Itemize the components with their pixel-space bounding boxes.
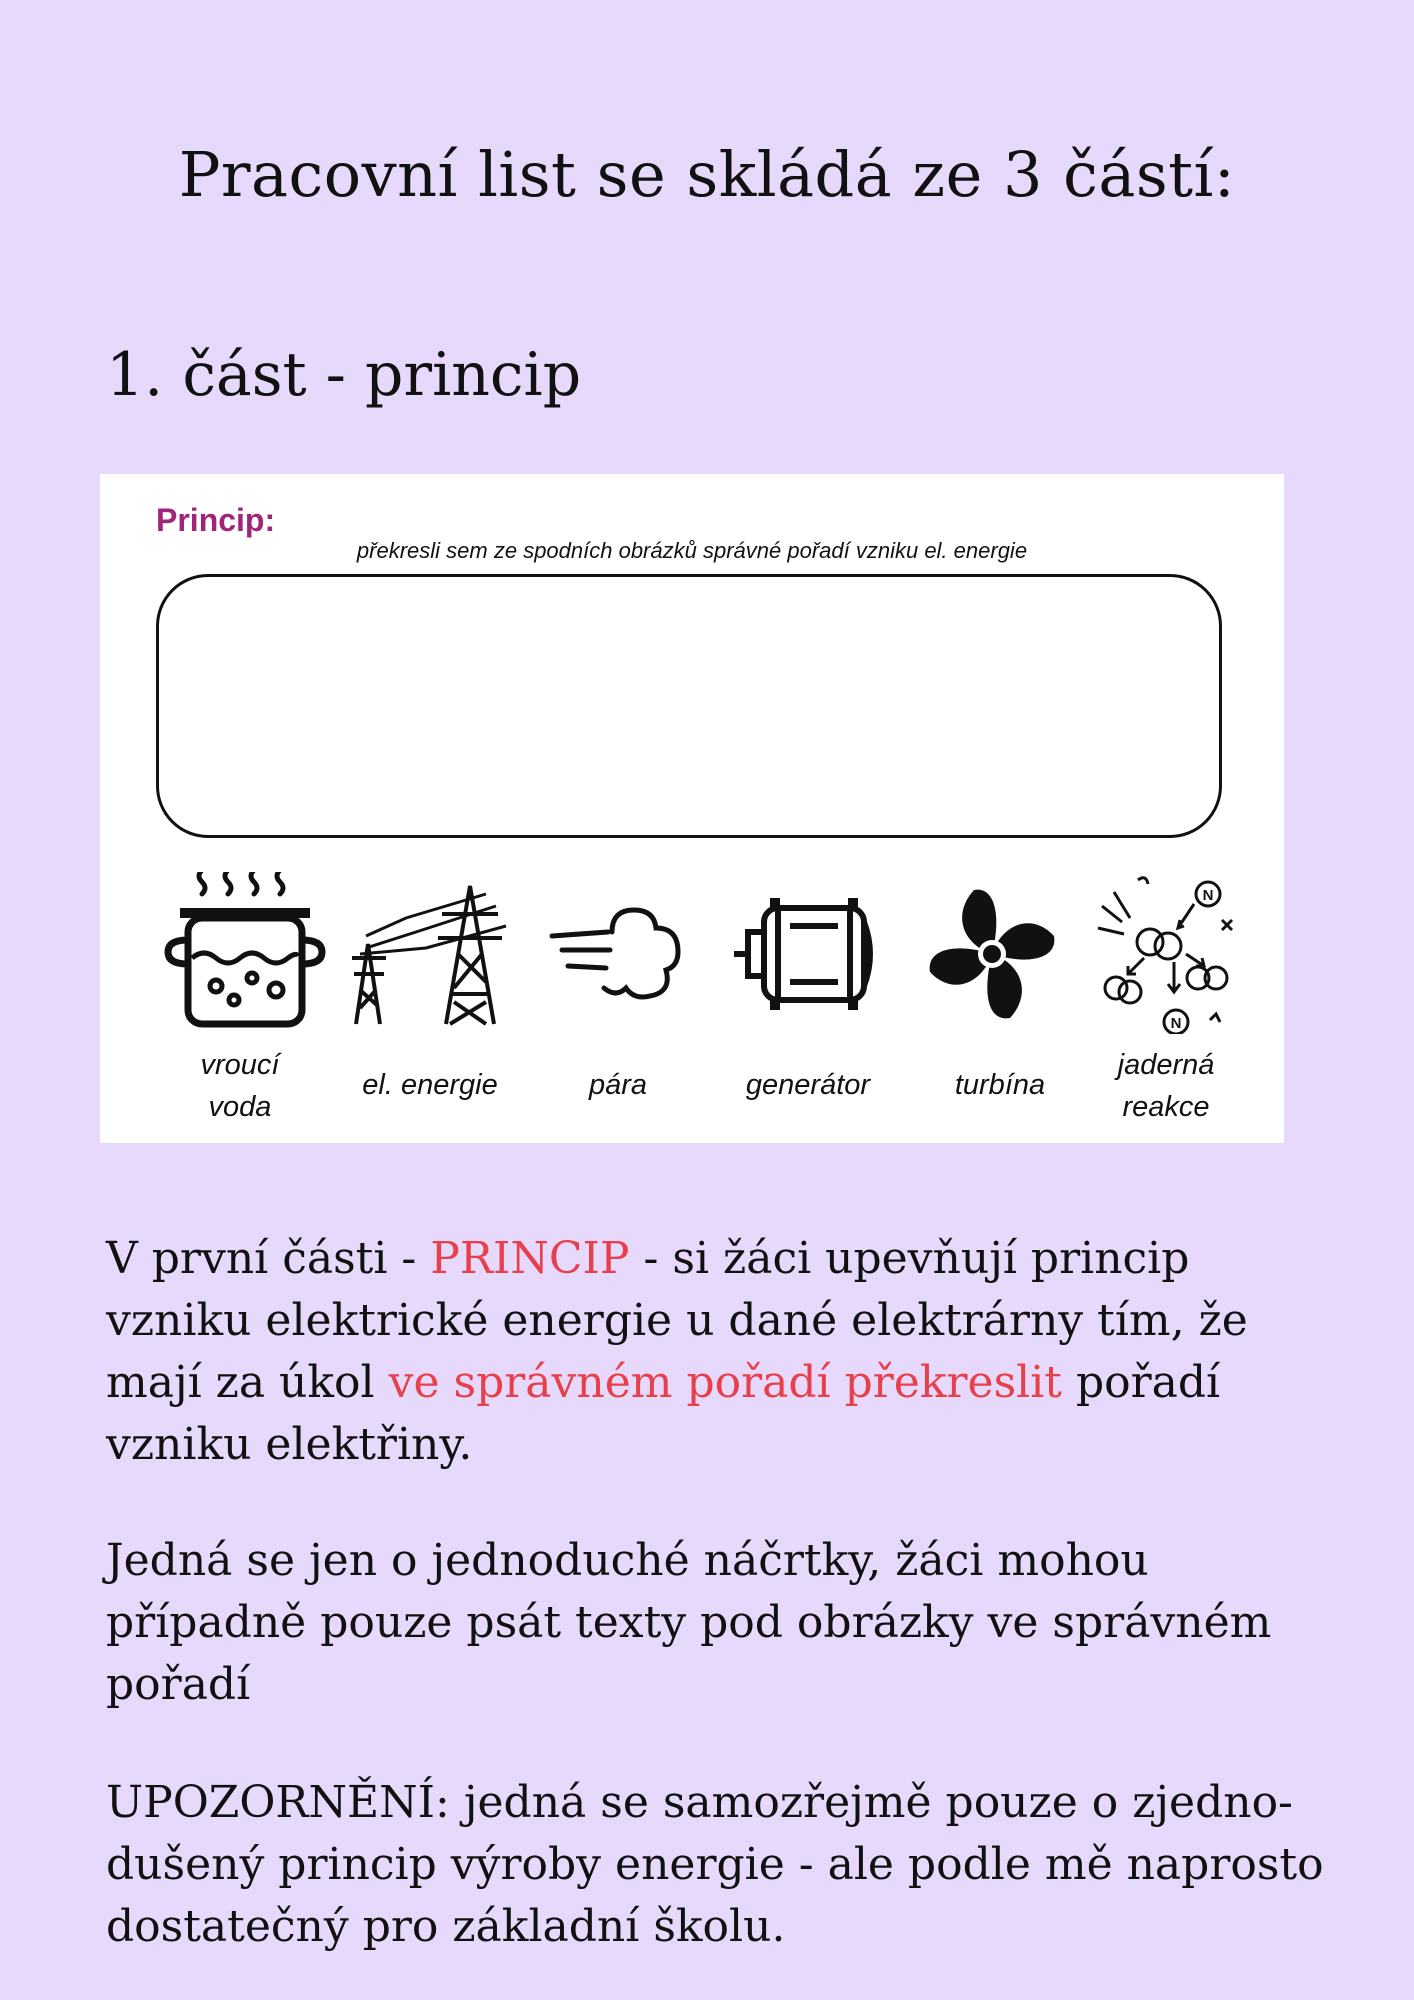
sketch-note-paragraph: Jedná se jen o jednoduché náčrtky, žáci mohou případně pouze psát texty pod obrázky ve správném pořadí — [106, 1535, 1272, 1710]
caption-line: el. energie — [362, 1069, 498, 1101]
caption-line: vroucí — [200, 1049, 280, 1081]
worksheet-card — [100, 474, 1284, 1143]
caption-electricity — [330, 1064, 530, 1106]
caption-line: pára — [588, 1069, 648, 1101]
nuclear-reaction-icon — [1094, 874, 1244, 1034]
text-span: V první části - — [106, 1233, 431, 1284]
boiling-pot-icon — [160, 872, 330, 1032]
text-span: pořadí vzniku elektřiny. — [106, 1357, 1221, 1470]
drawing-area[interactable] — [156, 574, 1222, 838]
generator-icon — [730, 892, 880, 1016]
intro-paragraph — [106, 1228, 1336, 1476]
steam-cloud-icon — [548, 892, 688, 1012]
section-heading: 1. část - princip — [106, 340, 582, 410]
page-title: Pracovní list se skládá ze 3 částí: — [178, 138, 1236, 211]
caption-steam — [518, 1064, 718, 1106]
caption-line: reakce — [1122, 1091, 1210, 1123]
warning-paragraph: UPOZORNĚNÍ: jedná se samozřejmě pouze o zjedno-dušený princip výroby energie - ale podle mě naprosto dostatečný pro základní školu. — [106, 1777, 1324, 1952]
worksheet-hint: překresli sem ze spodních obrázků správné pořadí vzniku el. energie — [356, 538, 1028, 563]
caption-line: voda — [208, 1091, 272, 1123]
text-span: - si žáci upevňují princip vzniku elektrické energie u dané elektrárny tím, že mají za úkol — [106, 1233, 1248, 1408]
caption-nuclear-reaction — [1066, 1044, 1266, 1128]
svg-text:N: N — [1170, 1015, 1182, 1032]
caption-generator — [708, 1064, 908, 1106]
caption-boiling-water — [140, 1044, 340, 1128]
svg-text:N: N — [1202, 887, 1214, 904]
highlight-principle: PRINCIP — [430, 1233, 630, 1284]
caption-line: turbína — [954, 1069, 1046, 1101]
caption-line: generátor — [745, 1069, 871, 1101]
turbine-fan-icon — [922, 884, 1062, 1024]
worksheet-label: Princip: — [156, 502, 276, 538]
caption-line: jaderná — [1117, 1049, 1215, 1081]
power-lines-icon — [346, 878, 516, 1028]
highlight-task: ve správném pořadí překreslit — [388, 1357, 1062, 1408]
